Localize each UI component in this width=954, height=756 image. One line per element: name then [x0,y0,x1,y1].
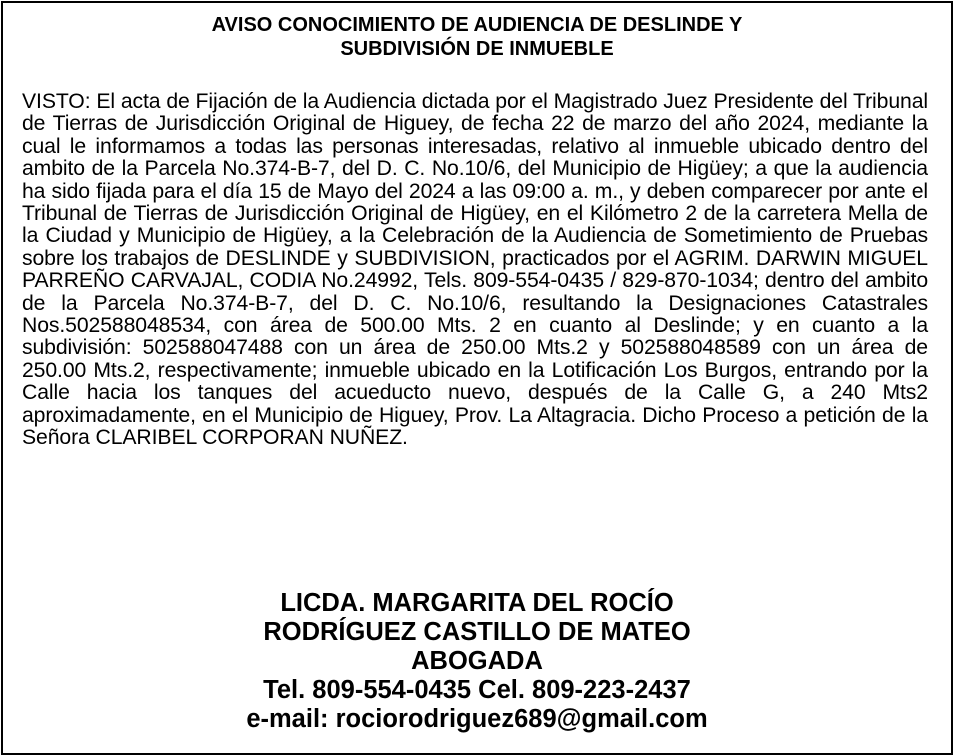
signatory-role: ABOGADA [411,647,543,675]
notice-title [3,13,951,61]
signatory-phones: Tel. 809-554-0435 Cel. 809-223-2437 [263,676,691,704]
notice-title-line-2: SUBDIVISIÓN DE INMUEBLE [340,38,614,60]
signatory-email: e-mail: rociorodriguez689@gmail.com [246,705,708,733]
notice-title-line-1: AVISO CONOCIMIENTO DE AUDIENCIA DE DESLINDE Y [211,14,743,36]
signature-block [3,589,951,734]
legal-notice [1,1,953,755]
signatory-name-line-1: LICDA. MARGARITA DEL ROCÍO [280,589,674,617]
notice-body: VISTO: El acta de Fijación de la Audiencia dictada por el Magistrado Juez Presidente del Tribunal de Tierras de Jurisdicción Original de Higuey, de fecha 22 de marzo del año 2024, mediante la cual le informamos a todas las personas interesadas, relativo al inmueble ubicado dentro del ambito de la Parcela No.374-B-7, del D. C. No.10/6, del Municipio de Higüey; a que la audiencia ha sido fijada para el día 15 de Mayo del 2024 a las 09:00 a. m., y deben comparecer por ante el Tribunal de Tierras de Jurisdicción Original de Higüey, en el Kilómetro 2 de la carretera Mella de la Ciudad y Municipio de Higüey, a la Celebración de la Audiencia de Sometimiento de Pruebas sobre los trabajos de DESLINDE y SUBDIVISION, practicados por el AGRIM. DARWIN MIGUEL PARREÑO CARVAJAL, CODIA No.24992, Tels. 809-554-0435 / 829-870-1034; dentro del ambito de la Parcela No.374-B-7, del D. C. No.10/6, resultando la Designaciones Catastrales Nos.502588048534, con área de 500.00 Mts. 2 en cuanto al Deslinde; y en cuanto a la subdivisión: 502588047488 con un área de 250.00 Mts.2 y 502588048589 con un área de 250.00 Mts.2, respectivamente; inmueble ubicado en la Lotificación Los Burgos, entrando por la Calle hacia los tanques del acueducto nuevo, después de la Calle G, a 240 Mts2 aproximadamente, en el Municipio de Higuey, Prov. La Altagracia. Dicho Proceso a petición de la Señora CLARIBEL CORPORAN NUÑEZ. [22,90,928,450]
signatory-name-line-2: RODRÍGUEZ CASTILLO DE MATEO [263,618,691,646]
